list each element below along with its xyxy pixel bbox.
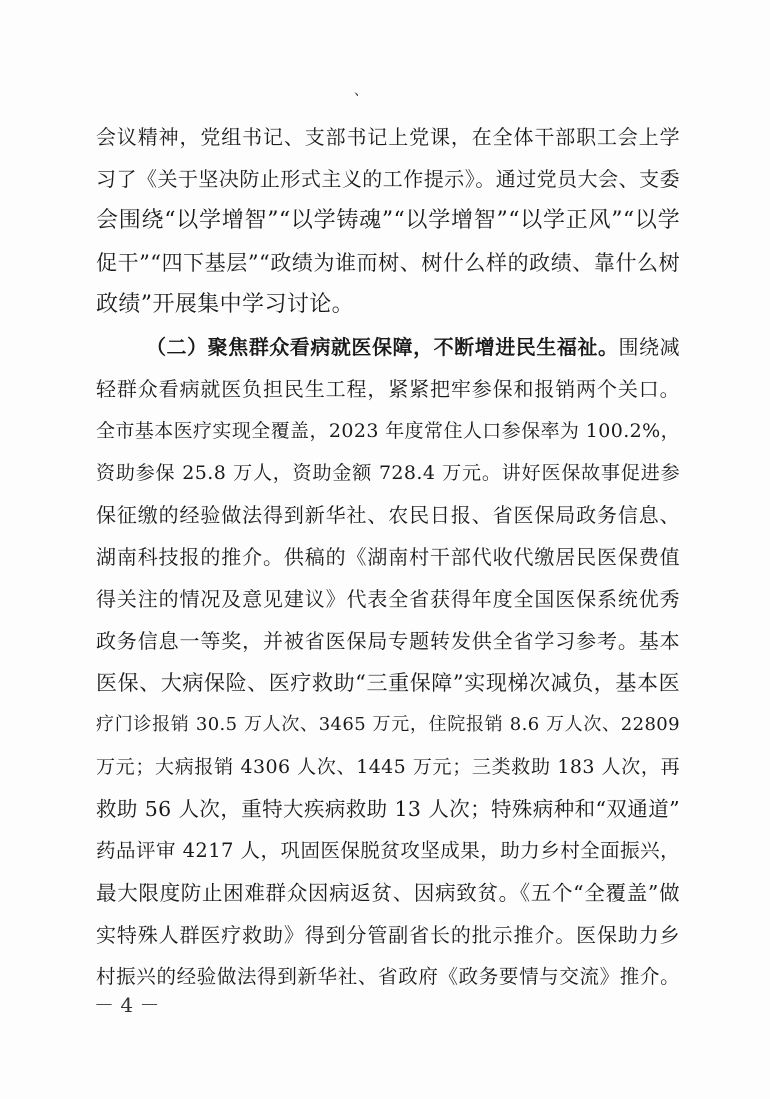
body-line-14: 医保、大病保险、医疗救助“三重保障”实现梯次减负，基本医 bbox=[96, 671, 680, 695]
body-line-8: 全市基本医疗实现全覆盖，2023 年度常住人口参保率为 100.2%， bbox=[96, 420, 680, 442]
section-heading-line bbox=[146, 327, 680, 367]
body-line-5: 政绩”开展集中学习讨论。 bbox=[96, 292, 355, 317]
body-line-1: 会议精神，党组书记、支部书记上党课，在全体干部职工会上学 bbox=[96, 125, 680, 149]
body-line-7: 轻群众看病就医负担民生工程，紧紧把牢参保和报销两个关口。 bbox=[96, 377, 680, 401]
section-heading-tail: 围绕减 bbox=[618, 335, 681, 359]
scan-mark: 、 bbox=[354, 83, 368, 99]
body-line-11: 湖南科技报的推介。供稿的《湖南村干部代收代缴居民医保费值 bbox=[96, 545, 680, 569]
body-line-19: 最大限度防止困难群众因病返贫、因病致贫。《五个“全覆盖”做 bbox=[96, 881, 680, 905]
page-number: － 4 － bbox=[94, 993, 160, 1017]
section-heading: （二）聚焦群众看病就医保障，不断增进民生福祉。 bbox=[146, 335, 619, 359]
body-line-12: 得关注的情况及意见建议》代表全省获得年度全国医保系统优秀 bbox=[96, 587, 680, 611]
body-line-10: 保征缴的经验做法得到新华社、农民日报、省医保局政务信息、 bbox=[96, 503, 680, 527]
body-line-2: 习了《关于坚决防止形式主义的工作提示》。通过党员大会、支委 bbox=[96, 167, 680, 191]
body-line-20: 实特殊人群医疗救助》得到分管副省长的批示推介。医保助力乡 bbox=[96, 923, 680, 947]
body-line-4: 促干”“四下基层”“政绩为谁而树、树什么样的政绩、靠什么树 bbox=[96, 251, 680, 275]
body-line-18: 药品评审 4217 人，巩固医保脱贫攻坚成果，助力乡村全面振兴， bbox=[96, 839, 680, 862]
body-line-16: 万元；大病报销 4306 人次、1445 万元；三类救助 183 人次，再 bbox=[96, 756, 680, 778]
body-line-15: 疗门诊报销 30.5 万人次、3465 万元，住院报销 8.6 万人次、22809 bbox=[96, 714, 680, 735]
body-line-9: 资助参保 25.8 万人，资助金额 728.4 万元。讲好医保故事促进参 bbox=[96, 462, 680, 484]
body-line-21: 村振兴的经验做法得到新华社、省政府《政务要情与交流》推介。 bbox=[96, 965, 680, 988]
body-line-3: 会围绕“以学增智”“以学铸魂”“以学增智”“以学正风”“以学 bbox=[96, 208, 680, 233]
body-line-13: 政务信息一等奖，并被省医保局专题转发供全省学习参考。基本 bbox=[96, 629, 680, 653]
body-line-17: 救助 56 人次，重特大疾病救助 13 人次；特殊病种和“双通道” bbox=[96, 797, 680, 821]
